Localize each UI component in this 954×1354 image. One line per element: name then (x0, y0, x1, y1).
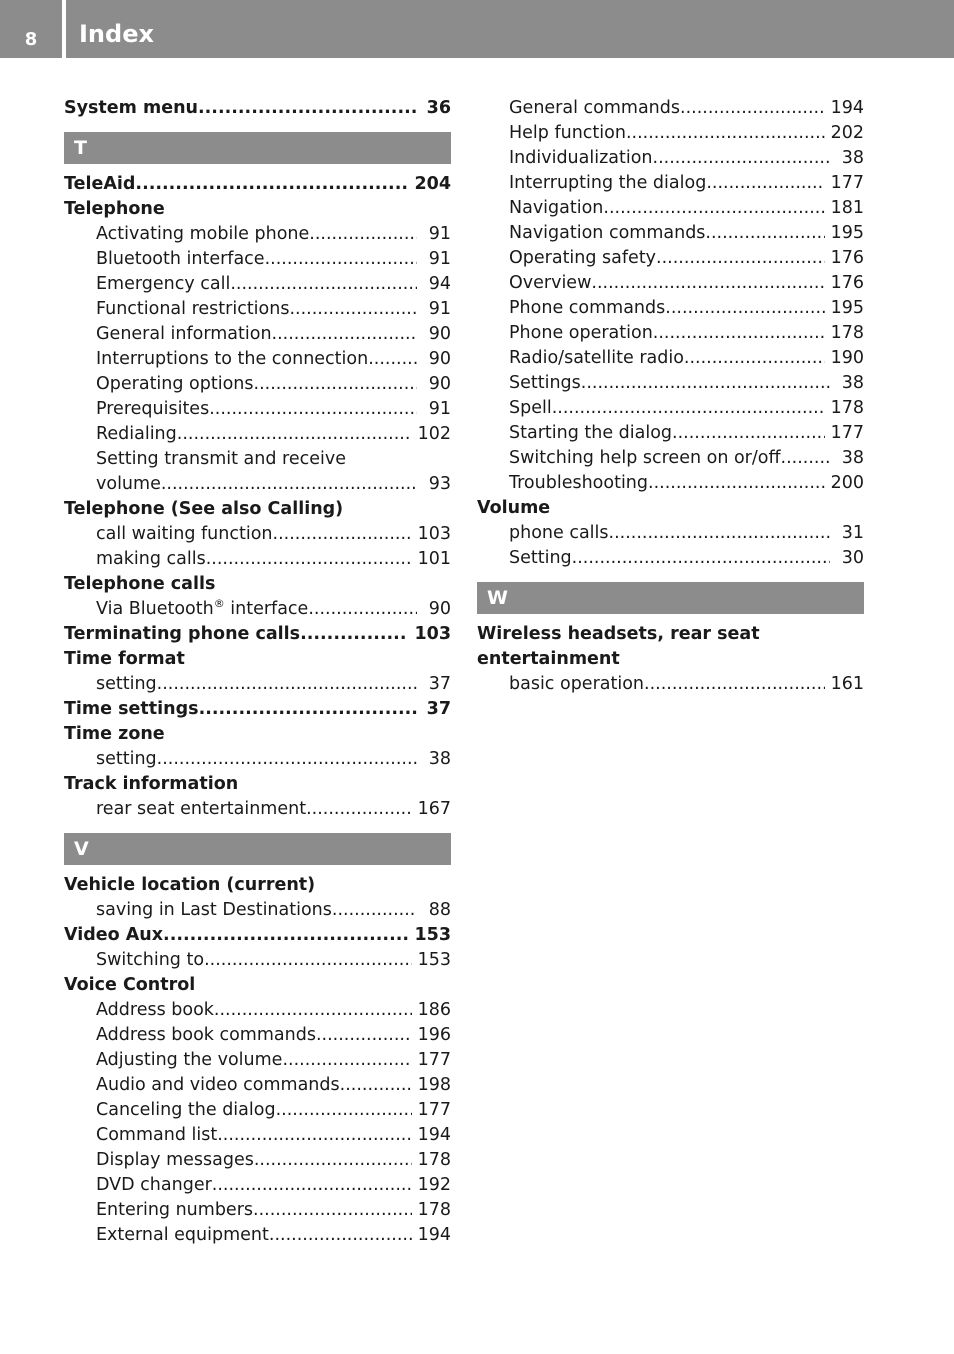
index-subentry (64, 247, 451, 272)
index-subentry (64, 522, 451, 547)
dot-leader (265, 247, 417, 272)
dot-leader (157, 747, 417, 772)
page-ref: 103 (414, 624, 451, 644)
entry-label: Switching help screen on or/off (509, 448, 781, 468)
dot-leader (680, 96, 825, 121)
index-subentry (477, 321, 864, 346)
index-entry (477, 622, 864, 647)
index-subentry (64, 1173, 451, 1198)
index-subentry (64, 672, 451, 697)
page-ref: 90 (428, 599, 451, 619)
entry-label: Adjusting the volume (96, 1050, 283, 1070)
entry-label: Video Aux (64, 925, 164, 945)
index-subentry (64, 1198, 451, 1223)
dot-leader (157, 672, 417, 697)
entry-label: Voice Control (64, 975, 196, 995)
entry-label: Setting transmit and receive (96, 449, 346, 469)
index-subentry (477, 271, 864, 296)
entry-label: entertainment (477, 649, 620, 669)
index-subentry (477, 672, 864, 697)
entry-label: Vehicle location (current) (64, 875, 316, 895)
dot-leader (316, 1023, 412, 1048)
dot-leader (672, 421, 825, 446)
index-entry (477, 496, 864, 521)
page-ref: 30 (841, 548, 864, 568)
entry-label: Telephone (See also Calling) (64, 499, 344, 519)
index-entry (64, 973, 451, 998)
index-subentry (64, 998, 451, 1023)
index-subentry (477, 96, 864, 121)
index-entry (64, 172, 451, 197)
entry-label: Via Bluetooth® interface (96, 597, 309, 619)
index-subentry (477, 421, 864, 446)
page-ref: 102 (417, 424, 451, 444)
page-ref: 176 (830, 273, 864, 293)
dot-leader (332, 898, 417, 923)
dot-leader (300, 622, 408, 647)
index-subentry (477, 521, 864, 546)
entry-label: Radio/satellite radio (509, 348, 684, 368)
index-subentry (64, 747, 451, 772)
dot-leader (276, 1098, 412, 1123)
index-subentry (477, 396, 864, 421)
entry-label: saving in Last Destinations (96, 900, 332, 920)
entry-label: Audio and video commands (96, 1075, 340, 1095)
page-ref: 178 (830, 398, 864, 418)
entry-label: Display messages (96, 1150, 254, 1170)
page-ref: 204 (414, 174, 451, 194)
entry-label: Prerequisites (96, 399, 210, 419)
index-subentry (477, 121, 864, 146)
index-subentry (64, 1223, 451, 1248)
index-subentry (477, 246, 864, 271)
index-subentry (64, 447, 451, 472)
page-ref: 94 (428, 274, 451, 294)
section-letter-t: T (64, 132, 451, 164)
index-subentry (64, 547, 451, 572)
index-entry (64, 923, 451, 948)
dot-leader (572, 546, 830, 571)
entry-label: Address book commands (96, 1025, 316, 1045)
dot-leader (253, 1198, 412, 1223)
entry-label: Operating options (96, 374, 254, 394)
page-ref: 88 (428, 900, 451, 920)
dot-leader (199, 697, 417, 722)
page-ref: 91 (428, 249, 451, 269)
entry-label: Help function (509, 123, 626, 143)
entry-label: making calls (96, 549, 206, 569)
entry-label: Spell (509, 398, 552, 418)
page-ref: 190 (830, 348, 864, 368)
entry-label: Bluetooth interface (96, 249, 265, 269)
entry-label: Setting (509, 548, 572, 568)
section-letter-w: W (477, 582, 864, 614)
page-ref: 186 (417, 1000, 451, 1020)
dot-leader (177, 422, 412, 447)
page-header (0, 0, 954, 58)
entry-label: setting (96, 749, 157, 769)
page-ref: 177 (417, 1100, 451, 1120)
dot-leader (781, 446, 830, 471)
dot-leader (289, 297, 417, 322)
entry-label: Activating mobile phone (96, 224, 310, 244)
page-ref: 200 (830, 473, 864, 493)
page-ref: 192 (417, 1175, 451, 1195)
dot-leader (217, 1123, 411, 1148)
dot-leader (552, 396, 825, 421)
entry-label: Command list (96, 1125, 218, 1145)
index-subentry (64, 372, 451, 397)
index-subentry (64, 272, 451, 297)
page-ref: 194 (830, 98, 864, 118)
entry-label: Interruptions to the connection (96, 349, 369, 369)
index-subentry (477, 446, 864, 471)
index-subentry (64, 322, 451, 347)
index-entry (64, 622, 451, 647)
page-ref: 178 (830, 323, 864, 343)
page-ref: 91 (428, 399, 451, 419)
entry-label: Terminating phone calls (64, 624, 301, 644)
index-subentry (477, 546, 864, 571)
index-subentry (64, 297, 451, 322)
index-subentry (64, 1148, 451, 1173)
entry-label: Wireless headsets, rear seat (477, 624, 760, 644)
index-entry (64, 697, 451, 722)
entry-label: setting (96, 674, 157, 694)
page-ref: 38 (841, 448, 864, 468)
entry-label: General information (96, 324, 272, 344)
dot-leader (653, 146, 830, 171)
dot-leader (706, 171, 824, 196)
entry-label: Operating safety (509, 248, 657, 268)
dot-leader (603, 196, 824, 221)
entry-label: Emergency call (96, 274, 231, 294)
index-subentry (64, 397, 451, 422)
dot-leader (581, 371, 830, 396)
index-subentry (64, 797, 451, 822)
page-ref: 194 (417, 1225, 451, 1245)
dot-leader (665, 296, 824, 321)
index-subentry (477, 221, 864, 246)
dot-leader (306, 797, 412, 822)
index-entry (64, 572, 451, 597)
dot-leader (206, 547, 412, 572)
entry-label: Overview (509, 273, 592, 293)
dot-leader (135, 172, 408, 197)
page-ref: 90 (428, 349, 451, 369)
index-subentry (64, 898, 451, 923)
index-subentry (477, 471, 864, 496)
page-ref: 36 (426, 98, 451, 118)
index-subentry (64, 597, 451, 622)
dot-leader (254, 1148, 412, 1173)
index-subentry (477, 171, 864, 196)
page-ref: 178 (417, 1200, 451, 1220)
page-ref: 103 (417, 524, 451, 544)
page-ref: 195 (830, 223, 864, 243)
dot-leader (591, 271, 824, 296)
dot-leader (230, 272, 417, 297)
dot-leader (204, 948, 412, 973)
index-column-left (64, 96, 451, 1248)
index-entry (64, 647, 451, 672)
index-subentry (64, 422, 451, 447)
page-ref: 31 (841, 523, 864, 543)
page-ref: 91 (428, 224, 451, 244)
page-ref: 161 (830, 674, 864, 694)
entry-label: Track information (64, 774, 239, 794)
entry-label: DVD changer (96, 1175, 212, 1195)
entry-label: Time settings (64, 699, 199, 719)
entry-label: Redialing (96, 424, 177, 444)
entry-label: Telephone calls (64, 574, 216, 594)
entry-label: External equipment (96, 1225, 269, 1245)
page-ref: 181 (830, 198, 864, 218)
index-entry (64, 197, 451, 222)
index-subentry (64, 347, 451, 372)
entry-label: Time format (64, 649, 185, 669)
dot-leader (644, 672, 825, 697)
page-ref: 177 (417, 1050, 451, 1070)
entry-label: call waiting function (96, 524, 273, 544)
dot-leader (272, 322, 417, 347)
page-ref: 93 (428, 474, 451, 494)
entry-label: Address book (96, 1000, 214, 1020)
entry-label: volume (96, 474, 161, 494)
registered-mark: ® (213, 597, 225, 611)
entry-label: basic operation (509, 674, 645, 694)
index-entry (64, 96, 451, 121)
page-ref: 167 (417, 799, 451, 819)
page-ref: 178 (417, 1150, 451, 1170)
entry-label: Time zone (64, 724, 165, 744)
page-ref: 202 (830, 123, 864, 143)
page-ref: 194 (417, 1125, 451, 1145)
index-entry (64, 873, 451, 898)
entry-label: Canceling the dialog (96, 1100, 276, 1120)
index-subentry (64, 1048, 451, 1073)
entry-label: Volume (477, 498, 551, 518)
entry-label: Switching to (96, 950, 205, 970)
page-ref: 90 (428, 374, 451, 394)
dot-leader (626, 121, 825, 146)
index-subentry (64, 472, 451, 497)
index-subentry (64, 1098, 451, 1123)
page-ref: 38 (841, 148, 864, 168)
page-ref: 176 (830, 248, 864, 268)
index-entry (64, 772, 451, 797)
entry-label: Starting the dialog (509, 423, 673, 443)
page-ref: 37 (428, 674, 451, 694)
entry-label: Functional restrictions (96, 299, 290, 319)
entry-label: Navigation (509, 198, 604, 218)
index-subentry (64, 1073, 451, 1098)
entry-label: Interrupting the dialog (509, 173, 707, 193)
dot-leader (656, 246, 825, 271)
dot-leader (212, 1173, 412, 1198)
dot-leader (273, 522, 412, 547)
index-entry (477, 647, 864, 672)
entry-label: Phone commands (509, 298, 666, 318)
page-ref: 101 (417, 549, 451, 569)
dot-leader (653, 321, 825, 346)
page-ref: 37 (426, 699, 451, 719)
page-ref: 153 (417, 950, 451, 970)
dot-leader (209, 397, 417, 422)
index-subentry (64, 1023, 451, 1048)
dot-leader (705, 221, 824, 246)
index-subentry (477, 196, 864, 221)
index-subentry (477, 371, 864, 396)
index-entry (64, 722, 451, 747)
entry-label: System menu (64, 98, 199, 118)
index-column-right (477, 96, 864, 697)
entry-label: Navigation commands (509, 223, 706, 243)
entry-label: General commands (509, 98, 680, 118)
page-ref: 196 (417, 1025, 451, 1045)
dot-leader (340, 1073, 412, 1098)
index-subentry (64, 948, 451, 973)
entry-label: Settings (509, 373, 581, 393)
dot-leader (214, 998, 412, 1023)
page-ref: 195 (830, 298, 864, 318)
dot-leader (368, 347, 417, 372)
dot-leader (309, 222, 417, 247)
page-title: Index (79, 20, 154, 48)
page-ref: 177 (830, 423, 864, 443)
dot-leader (254, 372, 417, 397)
page-ref: 153 (414, 925, 451, 945)
entry-label: phone calls (509, 523, 609, 543)
dot-leader (269, 1223, 412, 1248)
page-ref: 91 (428, 299, 451, 319)
entry-label: Entering numbers (96, 1200, 254, 1220)
dot-leader (163, 923, 408, 948)
entry-label: Troubleshooting (509, 473, 649, 493)
section-letter-v: V (64, 833, 451, 865)
page-ref: 90 (428, 324, 451, 344)
entry-label: Telephone (64, 199, 165, 219)
dot-leader (609, 521, 830, 546)
entry-label: TeleAid (64, 174, 136, 194)
page-ref: 38 (841, 373, 864, 393)
header-divider (62, 0, 66, 58)
page-ref: 198 (417, 1075, 451, 1095)
dot-leader (684, 346, 825, 371)
page-number: 8 (24, 29, 38, 50)
page-ref: 38 (428, 749, 451, 769)
dot-leader (198, 96, 417, 121)
index-subentry (477, 146, 864, 171)
dot-leader (161, 472, 417, 497)
entry-label: Individualization (509, 148, 653, 168)
index-subentry (477, 296, 864, 321)
dot-leader (648, 471, 825, 496)
dot-leader (282, 1048, 411, 1073)
index-subentry (477, 346, 864, 371)
entry-label: Phone operation (509, 323, 653, 343)
index-subentry (64, 222, 451, 247)
index-subentry (64, 1123, 451, 1148)
entry-label: rear seat entertainment (96, 799, 307, 819)
dot-leader (308, 597, 417, 622)
index-entry (64, 497, 451, 522)
page-ref: 177 (830, 173, 864, 193)
